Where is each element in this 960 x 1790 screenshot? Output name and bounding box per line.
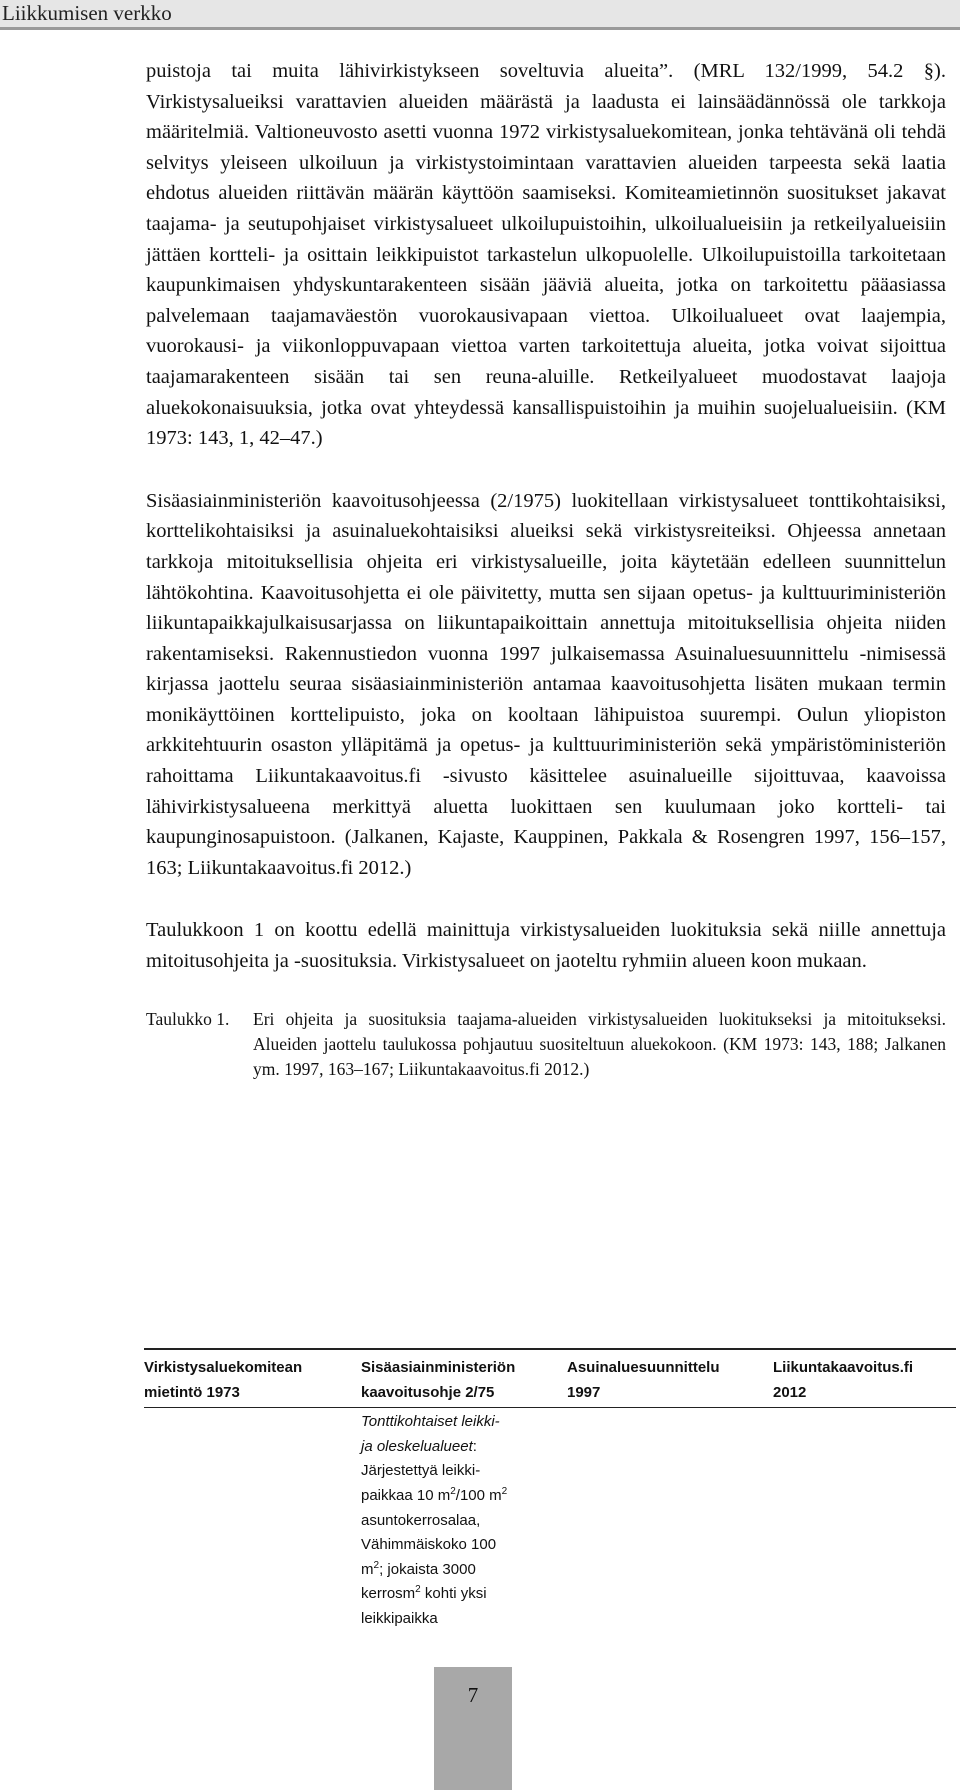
cell-text: /100 m <box>455 1486 502 1504</box>
running-header-title: Liikkumisen verkko <box>2 1 172 25</box>
cell-line <box>361 1410 567 1435</box>
cell-line <box>361 1484 567 1509</box>
paragraph-2: Sisäasiainministeriön kaavoitusohjeessa (2/1975) luokitellaan virkistysalueet tonttikohtaisiksi, korttelikohtaisiksi ja asuinaluekohtaisiksi alueiksi sekä virkistysreiteiksi. Ohjeessa annetaan tarkkoja mitoituksellisia ohjeita eri virkistysalueille, joita käytetään edelleen suunnittelun lähtökohtina. Kaavoitusohjetta ei ole päivitetty, mutta sen sijaan opetus- ja kulttuuriministeriön liikuntapaikkajulkaisusarjassa on liikuntapaikoittain annettuja mitoituksellisia ohjeita niiden rakentamiseksi. Rakennustiedon vuonna 1997 julkaisemassa Asuinaluesuunnittelu -nimisessä kirjassa jaottelu seuraa sisäasiainministeriön antamaa kaavoitusohjetta lisäten mukaan termin monikäyttöinen korttelipuisto, joka on kooltaan lähipuistoa suurempi. Oulun yliopiston arkkitehtuurin osaston ylläpitämä ja opetus- ja kulttuuriministeriön sekä ympäristöministeriön rahoittama Liikuntakaavoitus.fi -sivusto käsittelee asuinalueille sijoittuvaa, kaavoissa lähivirkistysalueena merkittyä aluetta luokittaen sen kuulumaan joko kortteli- tai kaupunginosapuistoon. (Jalkanen, Kajaste, Kauppinen, Pakkala & Rosengren 1997, 156–157, 163; Liikuntakaavoitus.fi 2012.) <box>146 489 946 879</box>
document-body <box>146 56 946 1082</box>
table-cell <box>361 1410 567 1631</box>
header-line: kaavoitusohje 2/75 <box>361 1383 495 1401</box>
cell-line <box>361 1582 567 1607</box>
table-cell <box>144 1410 361 1631</box>
header-line: 1997 <box>567 1383 601 1401</box>
cell-line <box>361 1435 567 1460</box>
header-line: Virkistysaluekomitean <box>144 1359 303 1376</box>
cell-line: leikkipaikka <box>361 1609 438 1627</box>
table-header-cell <box>361 1356 567 1405</box>
superscript: 2 <box>450 1485 456 1497</box>
cell-line <box>361 1558 567 1583</box>
table-row <box>144 1408 956 1631</box>
classification-table <box>144 1348 956 1632</box>
paragraph-3: Taulukkoon 1 on koottu edellä mainittuja virkistysalueiden luokituksia sekä niille annettuja mitoitusohjeita ja -suosituksia. Virkistysalueet on jaoteltu ryhmiin alueen koon mukaan. <box>146 919 946 973</box>
header-line: mietintö 1973 <box>144 1383 240 1401</box>
table-header-row <box>144 1350 956 1408</box>
table-caption-label: Taulukko 1. <box>146 1008 230 1029</box>
table-caption-text: Eri ohjeita ja suosituksia taajama-alueiden virkistysalueiden luokitukseksi ja mitoitukseksi. Alueiden jaottelu taulukossa pohjautuu suositeltuun aluekokoon. (KM 1973: 143, 188; Jalkanen ym. 1997, 163–167; Liikuntakaavoitus.fi 2012.) <box>253 1008 946 1080</box>
table-header-cell <box>773 1356 956 1405</box>
header-line: Sisäasiainministeriön <box>361 1359 516 1376</box>
table-cell <box>773 1410 956 1631</box>
cell-text: : <box>472 1437 477 1455</box>
table-header-cell <box>567 1356 773 1405</box>
header-line: Liikuntakaavoitus.fi <box>773 1359 914 1376</box>
table-cell <box>567 1410 773 1631</box>
header-line: Asuinaluesuunnittelu <box>567 1359 720 1376</box>
cell-line: Järjestettyä leikki- <box>361 1462 481 1480</box>
page-number-box <box>434 1667 512 1790</box>
cell-text: ja oleskelualueet <box>361 1437 473 1455</box>
superscript: 2 <box>373 1559 380 1571</box>
cell-text: m <box>361 1560 374 1578</box>
table-header-cell <box>144 1356 361 1405</box>
paragraph-1: puistoja tai muita lähivirkistykseen soveltuvia alueita”. (MRL 132/1999, 54.2 §). Virkistysalueiksi varattavien alueiden määrästä ja laadusta ei lainsäädännössä ole tarkkoja määritelmiä. Valtioneuvosto asetti vuonna 1972 virkistysaluekomitean, jonka tehtävänä oli tehdä selvitys yleiseen ulkoiluun ja virkistystoimintaan varattavien alueiden tarpeesta sekä laatia ehdotus alueiden riittävän määrän käyttöön saamiseksi. Komiteamietinnön suositukset jakavat taajama- ja seutupohjaiset virkistysalueet ulkoilupuistoihin, ulkoilualueisiin ja retkeilyalueisiin jättäen kortteli- ja osittain leikkipuistot tarkastelun ulkopuolelle. Ulkoilupuistoilla tarkoitetaan kaupunkimaisen yhdyskuntarakenteen sisään jääviä alueita, jotka on tarkoitettu pääasiassa palvelemaan taajamaväestön vuorokausivapaan viettoa. Ulkoilualueet ovat laajempia, vuorokausi- ja viikonloppuvapaan viettoa varten tarkoitettuja alueita, jotka voivat sijoittua taajamarakenteen sisään tai sen reuna-aluille. Retkeilyalueet muodostavat laajoja aluekokonaisuuksia, jotka ovat yhteydessä kansallispuistoihin ja muihin suojelualueisiin. (KM 1973: 143, 1, 42–47.) <box>146 60 946 450</box>
cell-text: paikkaa 10 m <box>361 1486 451 1504</box>
page-number: 7 <box>467 1683 479 1707</box>
superscript: 2 <box>501 1485 508 1497</box>
cell-text: Tonttikohtaiset leikki- <box>361 1413 500 1431</box>
running-header <box>0 0 960 30</box>
cell-line: Vähimmäiskoko 100 <box>361 1536 497 1554</box>
table-caption <box>146 1007 946 1083</box>
cell-text: kerrosm <box>361 1585 416 1603</box>
cell-line: asuntokerrosalaa, <box>361 1511 481 1529</box>
cell-text: ; jokaista 3000 <box>379 1560 476 1578</box>
header-line: 2012 <box>773 1383 807 1401</box>
cell-text: kohti yksi <box>420 1585 487 1603</box>
superscript: 2 <box>415 1584 421 1596</box>
